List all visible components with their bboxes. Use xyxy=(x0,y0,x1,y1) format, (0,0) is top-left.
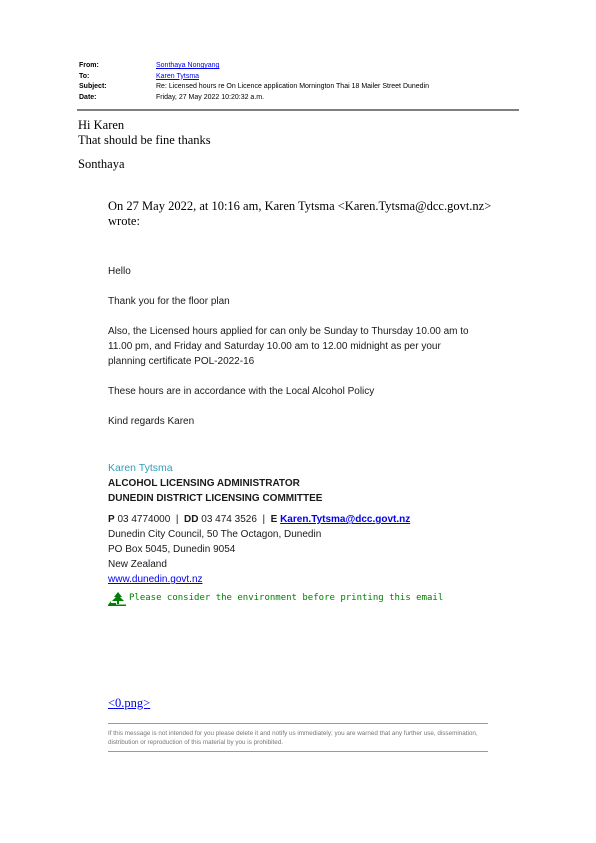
disclaimer-footer: If this message is not intended for you please delete it and notify us immediately; you are warned that any further use, dissemination, distribution or reproduction of this material by you is prohibited. xyxy=(108,723,488,752)
tree-print-icon xyxy=(108,592,126,606)
signature-block xyxy=(108,461,488,606)
email-link[interactable]: Karen.Tytsma@dcc.govt.nz xyxy=(280,514,411,525)
environment-note-text: Please consider the environment before printing this email xyxy=(129,593,444,603)
reply-line: That should be fine thanks xyxy=(78,133,211,147)
to-link[interactable]: Karen Tytsma xyxy=(156,72,200,80)
reply-greeting: Hi Karen xyxy=(78,118,125,132)
from-label: From: xyxy=(79,62,99,69)
header-date-row xyxy=(79,93,429,104)
header-subject-row xyxy=(79,82,429,93)
subject-value: Re: Licensed hours re On Licence application Mornington Thai 18 Mailer Street Dunedin xyxy=(156,83,430,91)
header-to-row xyxy=(79,72,429,83)
subject-label: Subject: xyxy=(79,83,107,91)
attachment-link[interactable]: <0.png> xyxy=(108,696,151,710)
environment-note xyxy=(108,591,488,606)
signature-contact-line xyxy=(108,512,488,527)
header-divider xyxy=(77,109,519,111)
date-value: Friday, 27 May 2022 10:20:32 a.m. xyxy=(156,93,265,101)
body-paragraph: Also, the Licensed hours applied for can only be Sunday to Thursday 10.00 am to 11.00 pm, and Friday and Saturday 10.00 am to 12.00 midnight as per your planning certificate POL-2022-16 xyxy=(108,326,469,367)
ddi-number: 03 474 3526 xyxy=(201,514,257,525)
address-line-1: Dunedin City Council, 50 The Octagon, Dunedin xyxy=(108,529,322,540)
address-country: New Zealand xyxy=(108,559,167,570)
to-label: To: xyxy=(79,72,90,80)
header-from-row xyxy=(79,61,429,72)
body-paragraph: Hello xyxy=(108,266,131,277)
quoted-body xyxy=(108,264,478,444)
reply-signoff: Sonthaya xyxy=(78,157,125,171)
signature-org: DUNEDIN DISTRICT LICENSING COMMITTEE xyxy=(108,493,323,504)
email-header xyxy=(79,61,429,103)
body-paragraph: These hours are in accordance with the Local Alcohol Policy xyxy=(108,386,375,397)
quote-intro: On 27 May 2022, at 10:16 am, Karen Tytsma <Karen.Tytsma@dcc.govt.nz> wrote: xyxy=(108,199,492,228)
date-label: Date: xyxy=(79,93,97,101)
contact-separator: | xyxy=(175,514,179,525)
reply-message xyxy=(78,118,211,172)
contact-separator: | xyxy=(262,514,266,525)
website-link[interactable]: www.dunedin.govt.nz xyxy=(108,574,203,585)
email-label: E xyxy=(270,514,278,525)
address-line-2: PO Box 5045, Dunedin 9054 xyxy=(108,544,236,555)
from-link[interactable]: Sonthaya Nongyang xyxy=(156,62,220,69)
phone-label: P xyxy=(108,514,115,525)
signature-title: ALCOHOL LICENSING ADMINISTRATOR xyxy=(108,478,300,489)
body-paragraph: Kind regards Karen xyxy=(108,416,195,427)
body-paragraph: Thank you for the floor plan xyxy=(108,296,230,307)
ddi-label: DD xyxy=(184,514,199,525)
phone-number: 03 4774000 xyxy=(117,514,171,525)
signature-name: Karen Tytsma xyxy=(108,462,173,474)
